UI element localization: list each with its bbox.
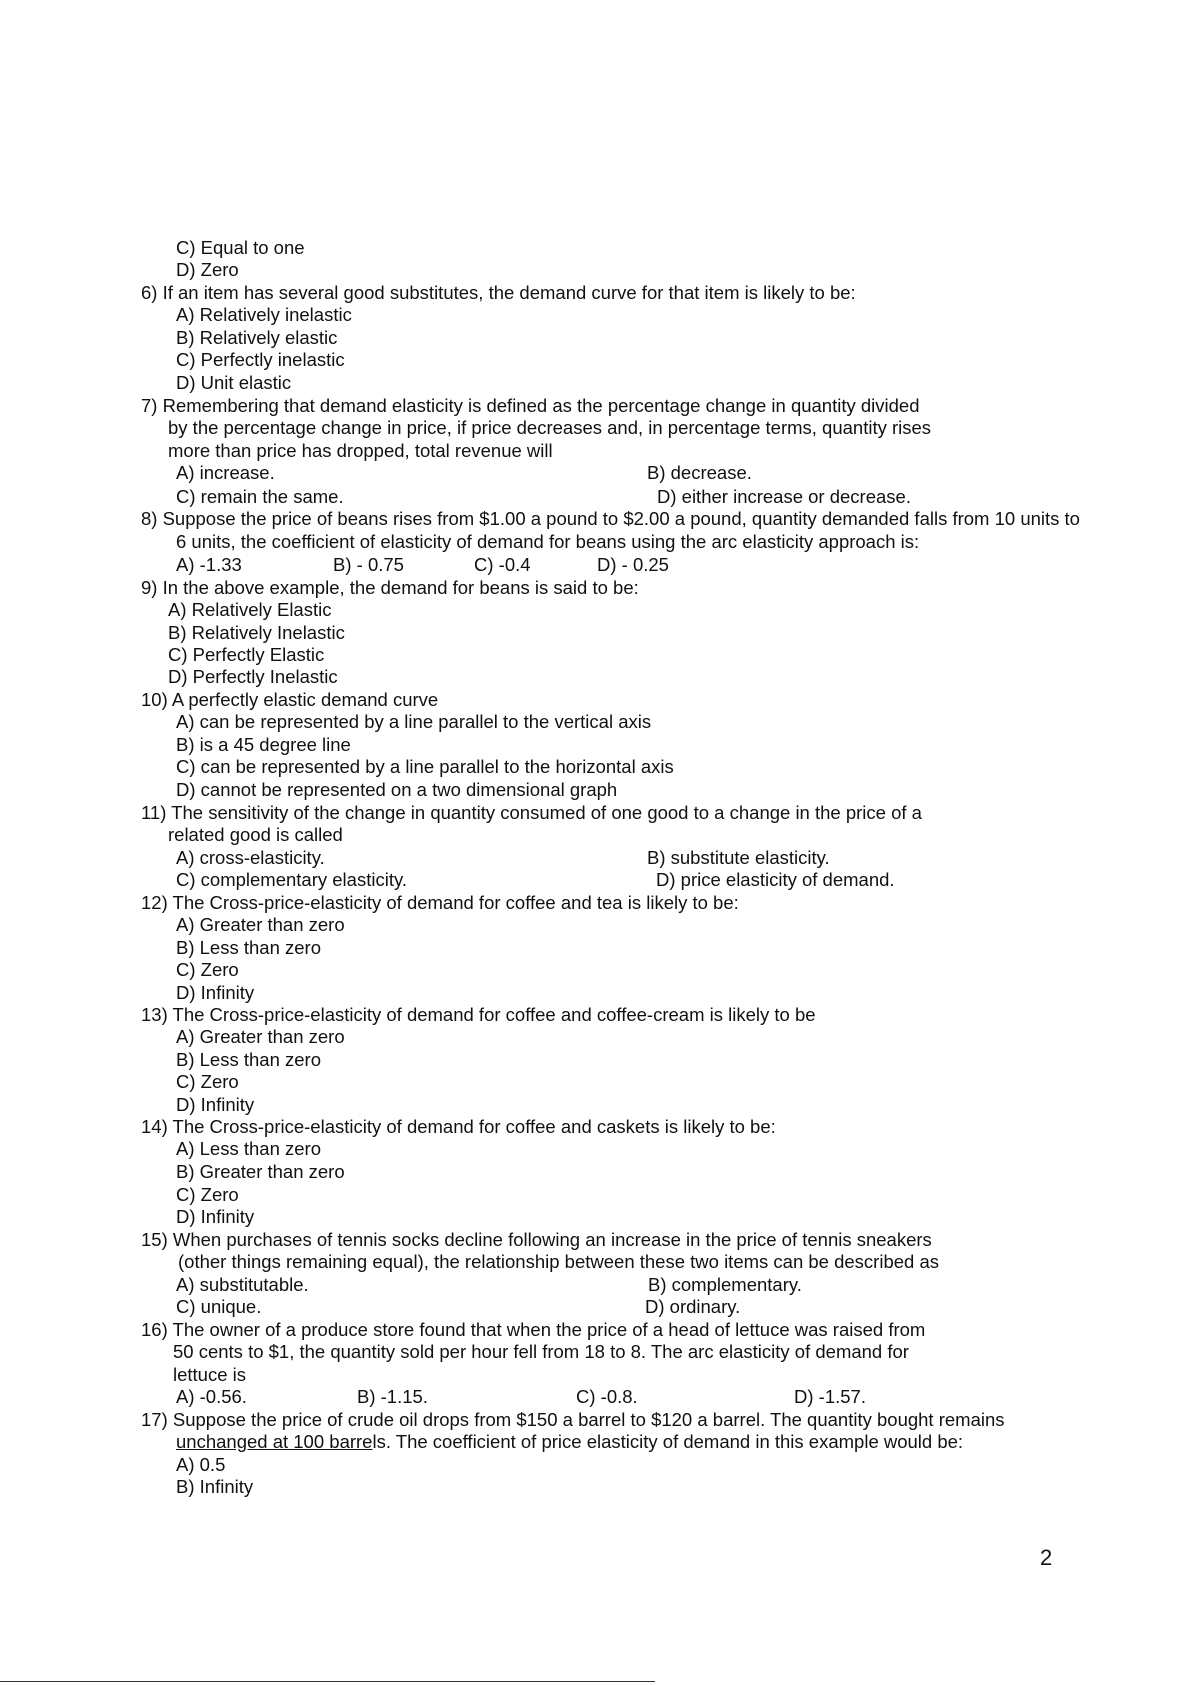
q12-option-c: C) Zero [176, 959, 239, 980]
q9-question: 9) In the above example, the demand for beans is said to be: [141, 577, 639, 598]
q7-option-c: C) remain the same. [176, 486, 344, 507]
q12-option-a: A) Greater than zero [176, 914, 345, 935]
q15-question-line-2: (other things remaining equal), the relationship between these two items can be described as [178, 1251, 939, 1272]
bottom-rule [0, 1681, 655, 1682]
q16-option-a: A) -0.56. [176, 1386, 247, 1407]
q8-option-d: D) - 0.25 [597, 554, 669, 575]
q8-option-b: B) - 0.75 [333, 554, 404, 575]
q10-question: 10) A perfectly elastic demand curve [141, 689, 439, 710]
q16-question-line-2: 50 cents to $1, the quantity sold per hour fell from 18 to 8. The arc elasticity of demand for [173, 1341, 909, 1362]
q15-option-c: C) unique. [176, 1296, 262, 1317]
q11-option-d: D) price elasticity of demand. [656, 869, 895, 890]
q11-option-b: B) substitute elasticity. [647, 847, 830, 868]
q9-option-b: B) Relatively Inelastic [168, 622, 345, 643]
q13-option-b: B) Less than zero [176, 1049, 321, 1070]
q17-question-line-2 [176, 1431, 963, 1453]
q17-option-b: B) Infinity [176, 1476, 254, 1497]
q13-option-c: C) Zero [176, 1071, 239, 1092]
q6-option-a: A) Relatively inelastic [176, 304, 352, 325]
q15-option-a: A) substitutable. [176, 1274, 309, 1295]
q14-question: 14) The Cross-price-elasticity of demand for coffee and caskets is likely to be: [141, 1116, 776, 1137]
q7-option-b: B) decrease. [647, 462, 752, 483]
underlined-text: unchanged at 100 barre [176, 1431, 373, 1452]
q11-question-line-1: 11) The sensitivity of the change in quantity consumed of one good to a change in the price of a [141, 802, 922, 823]
q10-option-b: B) is a 45 degree line [176, 734, 351, 755]
q16-option-d: D) -1.57. [794, 1386, 866, 1407]
q8-question-line-1: 8) Suppose the price of beans rises from $1.00 a pound to $2.00 a pound, quantity demanded falls from 10 units to [141, 508, 1080, 529]
q17-question-line-2-rest: ls. The coefficient of price elasticity of demand in this example would be: [372, 1431, 964, 1452]
q11-question-line-2: related good is called [168, 824, 343, 845]
q9-option-a: A) Relatively Elastic [168, 599, 332, 620]
q17-question-line-1: 17) Suppose the price of crude oil drops from $150 a barrel to $120 a barrel. The quantity bought remains [141, 1409, 1005, 1430]
q7-option-a: A) increase. [176, 462, 275, 483]
q11-option-c: C) complementary elasticity. [176, 869, 407, 890]
q7-option-d: D) either increase or decrease. [657, 486, 911, 507]
q6-question: 6) If an item has several good substitutes, the demand curve for that item is likely to be: [141, 282, 856, 303]
q7-question-line-1: 7) Remembering that demand elasticity is defined as the percentage change in quantity divided [141, 395, 920, 416]
q8-option-c: C) -0.4 [474, 554, 531, 575]
q14-option-b: B) Greater than zero [176, 1161, 345, 1182]
q17-option-a: A) 0.5 [176, 1454, 226, 1475]
q6-option-d: D) Unit elastic [176, 372, 292, 393]
q15-option-b: B) complementary. [648, 1274, 802, 1295]
q14-option-a: A) Less than zero [176, 1138, 321, 1159]
q8-question-line-2: 6 units, the coefficient of elasticity of demand for beans using the arc elasticity approach is: [176, 531, 920, 552]
q12-option-d: D) Infinity [176, 982, 255, 1003]
q13-option-d: D) Infinity [176, 1094, 255, 1115]
q11-option-a: A) cross-elasticity. [176, 847, 325, 868]
q9-option-d: D) Perfectly Inelastic [168, 666, 338, 687]
q5-option-d: D) Zero [176, 259, 239, 280]
page-number: 2 [1040, 1545, 1053, 1570]
q16-option-b: B) -1.15. [357, 1386, 428, 1407]
q14-option-c: C) Zero [176, 1184, 239, 1205]
q5-option-c: C) Equal to one [176, 237, 305, 258]
q10-option-c: C) can be represented by a line parallel to the horizontal axis [176, 756, 674, 777]
q8-option-a: A) -1.33 [176, 554, 242, 575]
q12-option-b: B) Less than zero [176, 937, 321, 958]
q6-option-c: C) Perfectly inelastic [176, 349, 345, 370]
q6-option-b: B) Relatively elastic [176, 327, 338, 348]
q10-option-d: D) cannot be represented on a two dimensional graph [176, 779, 618, 800]
q16-option-c: C) -0.8. [576, 1386, 638, 1407]
q13-option-a: A) Greater than zero [176, 1026, 345, 1047]
q15-option-d: D) ordinary. [645, 1296, 741, 1317]
q16-question-line-3: lettuce is [173, 1364, 247, 1385]
q12-question: 12) The Cross-price-elasticity of demand for coffee and tea is likely to be: [141, 892, 739, 913]
q13-question: 13) The Cross-price-elasticity of demand for coffee and coffee-cream is likely to be [141, 1004, 816, 1025]
q10-option-a: A) can be represented by a line parallel to the vertical axis [176, 711, 652, 732]
q7-question-line-2: by the percentage change in price, if price decreases and, in percentage terms, quantity rises [168, 417, 932, 438]
q9-option-c: C) Perfectly Elastic [168, 644, 325, 665]
q15-question-line-1: 15) When purchases of tennis socks decline following an increase in the price of tennis sneakers [141, 1229, 932, 1250]
q7-question-line-3: more than price has dropped, total revenue will [168, 440, 553, 461]
q16-question-line-1: 16) The owner of a produce store found that when the price of a head of lettuce was raised from [141, 1319, 926, 1340]
q14-option-d: D) Infinity [176, 1206, 255, 1227]
